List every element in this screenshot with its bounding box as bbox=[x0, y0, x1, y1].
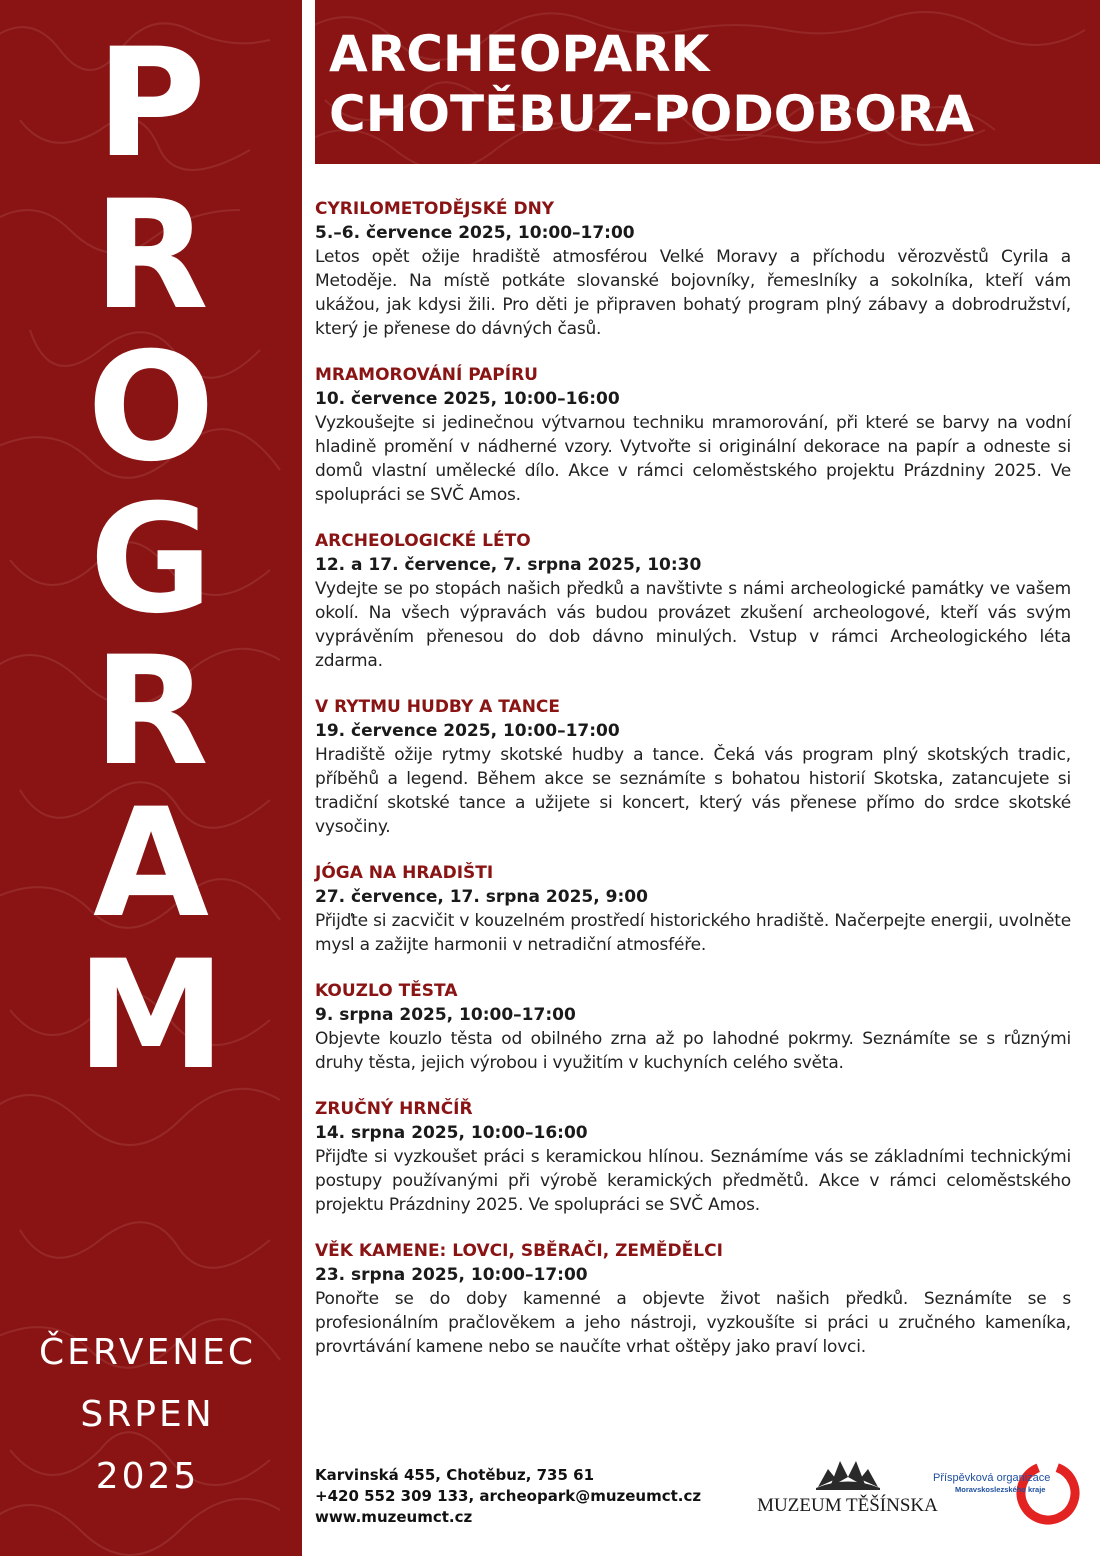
muzeum-tesinska-logo bbox=[755, 1455, 940, 1525]
event-date: 5.–6. července 2025, 10:00–17:00 bbox=[315, 223, 635, 243]
event-description: Ponořte se do doby kamenné a objevte život našich předků. Seznámíte se s profesionálním pračlověkem a jeho nástroji, vyzkoušíte si práci u zručného kameníka, provrtávání kamene nebo se naučíte vrhat oštěpy jako praví lovci. bbox=[315, 1289, 1071, 1357]
event-item bbox=[315, 695, 1071, 839]
address: Karvinská 455, Chotěbuz, 735 61 bbox=[315, 1466, 595, 1484]
event-description: Vydejte se po stopách našich předků a navštivte s námi archeologické památky ve vašem okolí. Na všech výpravách vás budou provázet zkušení archeologové, kteří vás svým vyprávěním přenesou do dob dávno minulých. Vstup v rámci Archeologického léta zdarma. bbox=[315, 579, 1071, 671]
event-date: 14. srpna 2025, 10:00–16:00 bbox=[315, 1123, 588, 1143]
event-item bbox=[315, 363, 1071, 507]
event-description: Vyzkoušejte si jedinečnou výtvarnou techniku mramorování, při které se barvy na vodní hladině promění v nádherné vzory. Vytvořte si originální dekorace na papír a odneste si domů vlastní umělecké dílo. Akce v rámci celoměstského projektu Prázdniny 2025. Ve spolupráci se SVČ Amos. bbox=[315, 413, 1071, 505]
event-item bbox=[315, 1097, 1071, 1217]
org-line2: Moravskoslezského kraje bbox=[955, 1485, 1046, 1494]
event-description: Hradiště ožije rytmy skotské hudby a tance. Čeká vás program plný skotských tradic, příběhů a legend. Během akce se seznámíte s bohatou historií Skotska, zatancujete si tradiční skotské tance a užijete si koncert, který vás přenese přímo do srdce skotské vysočiny. bbox=[315, 745, 1071, 837]
event-title: MRAMOROVÁNÍ PAPÍRU bbox=[315, 365, 538, 385]
event-item bbox=[315, 197, 1071, 341]
title-letter: O bbox=[87, 321, 215, 495]
event-title: ZRUČNÝ HRNČÍŘ bbox=[315, 1099, 473, 1119]
month-august: SRPEN bbox=[80, 1394, 215, 1435]
contact-info bbox=[315, 1465, 735, 1528]
event-title: V RYTMU HUDBY A TANCE bbox=[315, 697, 561, 717]
event-date: 27. července, 17. srpna 2025, 9:00 bbox=[315, 887, 648, 907]
event-item bbox=[315, 979, 1071, 1075]
event-date: 23. srpna 2025, 10:00–17:00 bbox=[315, 1265, 588, 1285]
month-july: ČERVENEC bbox=[38, 1332, 257, 1373]
event-title: CYRILOMETODĚJSKÉ DNY bbox=[315, 199, 555, 219]
title-letter: G bbox=[89, 473, 213, 647]
event-date: 9. srpna 2025, 10:00–17:00 bbox=[315, 1005, 576, 1025]
title-letter: R bbox=[93, 169, 209, 343]
left-sidebar bbox=[0, 0, 302, 1556]
event-date: 12. a 17. července, 7. srpna 2025, 10:30 bbox=[315, 555, 702, 575]
title-letter: R bbox=[93, 625, 209, 799]
title-letter: P bbox=[96, 17, 206, 191]
event-item bbox=[315, 1239, 1071, 1359]
event-description: Objevte kouzlo těsta od obilného zrna až po lahodné pokrmy. Seznámíte se s různými druhy těsta, jejich výrobou i využitím v kuchyních celého světa. bbox=[315, 1029, 1071, 1073]
event-description: Přijďte si vyzkoušet práci s keramickou hlínou. Seznámíme vás se základními technickými postupy používanými při výrobě keramických předmětů. Akce v rámci celoměstského projektu Prázdniny 2025. Ve spolupráci se SVČ Amos. bbox=[315, 1147, 1071, 1215]
program-vertical-title bbox=[0, 17, 302, 1103]
org-line1: Příspěvková organizace bbox=[933, 1472, 1051, 1484]
event-title: VĚK KAMENE: LOVCI, SBĚRAČI, ZEMĚDĚLCI bbox=[315, 1241, 723, 1261]
header-banner bbox=[315, 0, 1100, 164]
title-letter: M bbox=[76, 929, 226, 1103]
muzeum-lotus-icon bbox=[808, 1455, 888, 1491]
kraj-logo bbox=[925, 1460, 1085, 1530]
event-title: KOUZLO TĚSTA bbox=[315, 981, 458, 1001]
event-description: Přijďte si zacvičit v kouzelném prostředí historického hradiště. Načerpejte energii, uvolněte mysl a zažijte harmonii v netradiční atmosféře. bbox=[315, 911, 1071, 955]
website-link[interactable]: www.muzeumct.cz bbox=[315, 1508, 473, 1526]
muzeum-name: MUZEUM TĚŠÍNSKA bbox=[757, 1495, 938, 1516]
header-title-line1: ARCHEOPARK bbox=[329, 25, 710, 83]
event-description: Letos opět ožije hradiště atmosférou Velké Moravy a příchodu věrozvěstů Cyrila a Metoděje. Na místě potkáte slovanské bojovníky, řemeslníky a sokolníka, kteří vám ukážou, jak kdysi žili. Pro děti je připraven bohatý program plný zábavy a dobrodružství, který je přenese do dávných časů. bbox=[315, 247, 1071, 339]
months-block bbox=[0, 1322, 295, 1508]
header-title-line2: CHOTĚBUZ-PODOBORA bbox=[329, 85, 975, 143]
title-letter: A bbox=[92, 777, 210, 951]
event-item bbox=[315, 861, 1071, 957]
year: 2025 bbox=[95, 1456, 200, 1497]
event-date: 19. července 2025, 10:00–17:00 bbox=[315, 721, 620, 741]
event-title: JÓGA NA HRADIŠTI bbox=[315, 863, 494, 883]
phone-email: +420 552 309 133, archeopark@muzeumct.cz bbox=[315, 1487, 702, 1505]
events-list bbox=[315, 197, 1071, 1381]
event-item bbox=[315, 529, 1071, 673]
event-title: ARCHEOLOGICKÉ LÉTO bbox=[315, 531, 531, 551]
header-title bbox=[329, 24, 974, 144]
event-date: 10. července 2025, 10:00–16:00 bbox=[315, 389, 620, 409]
